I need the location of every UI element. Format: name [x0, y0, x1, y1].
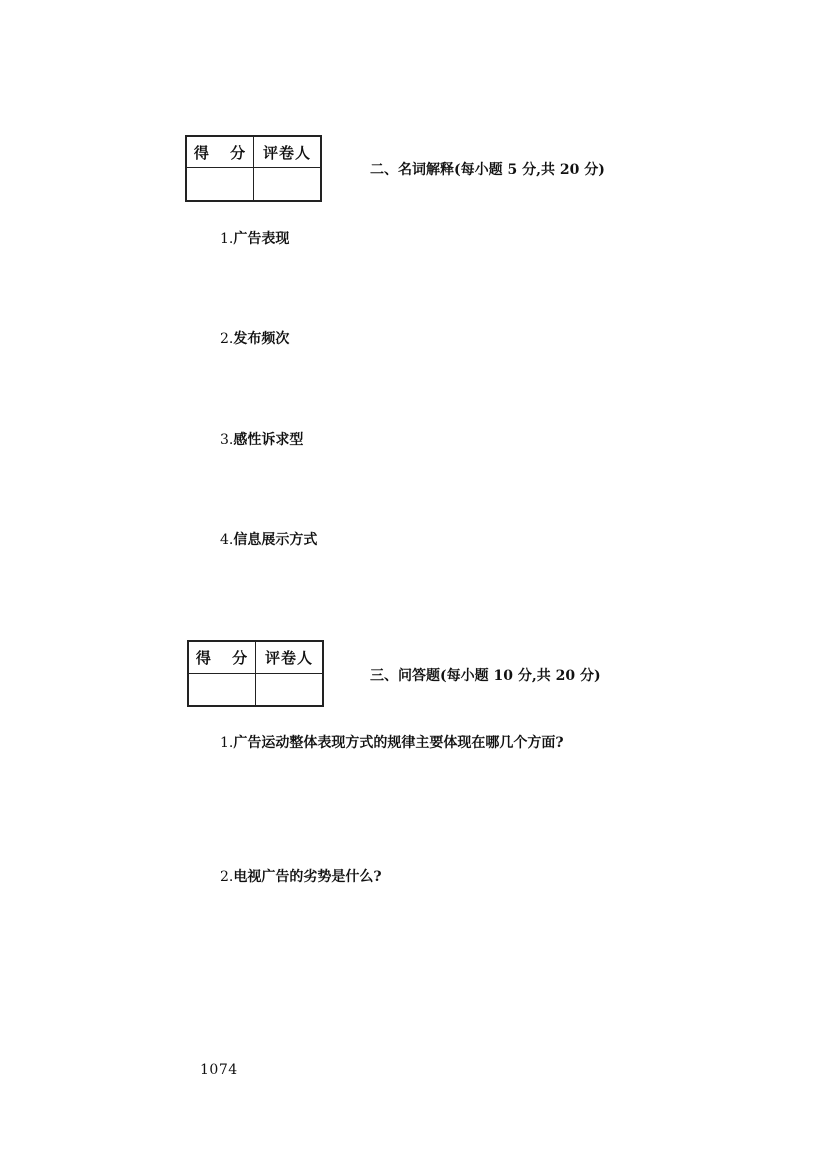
section-2-title: 二、名词解释(每小题 5 分,共 20 分)	[370, 162, 605, 178]
grader-input-cell[interactable]	[256, 674, 324, 707]
score-input-cell[interactable]	[188, 674, 256, 707]
score-table-section-3	[187, 640, 324, 707]
score-header: 得 分	[188, 641, 256, 674]
section-2-question-2: 2.发布频次	[220, 331, 290, 347]
section-2-question-1: 1.广告表现	[220, 231, 290, 247]
page-number: 1074	[200, 1062, 238, 1078]
section-3-question-2: 2.电视广告的劣势是什么?	[220, 869, 382, 885]
grader-header: 评卷人	[254, 136, 322, 168]
section-2-question-3: 3.感性诉求型	[220, 432, 304, 448]
grader-header: 评卷人	[256, 641, 324, 674]
score-input-cell[interactable]	[186, 168, 254, 202]
section-3-title: 三、问答题(每小题 10 分,共 20 分)	[370, 668, 601, 684]
section-2-question-4: 4.信息展示方式	[220, 532, 318, 548]
section-3-question-1: 1.广告运动整体表现方式的规律主要体现在哪几个方面?	[220, 735, 564, 751]
grader-input-cell[interactable]	[254, 168, 322, 202]
score-table-section-2	[185, 135, 322, 202]
score-header: 得 分	[186, 136, 254, 168]
